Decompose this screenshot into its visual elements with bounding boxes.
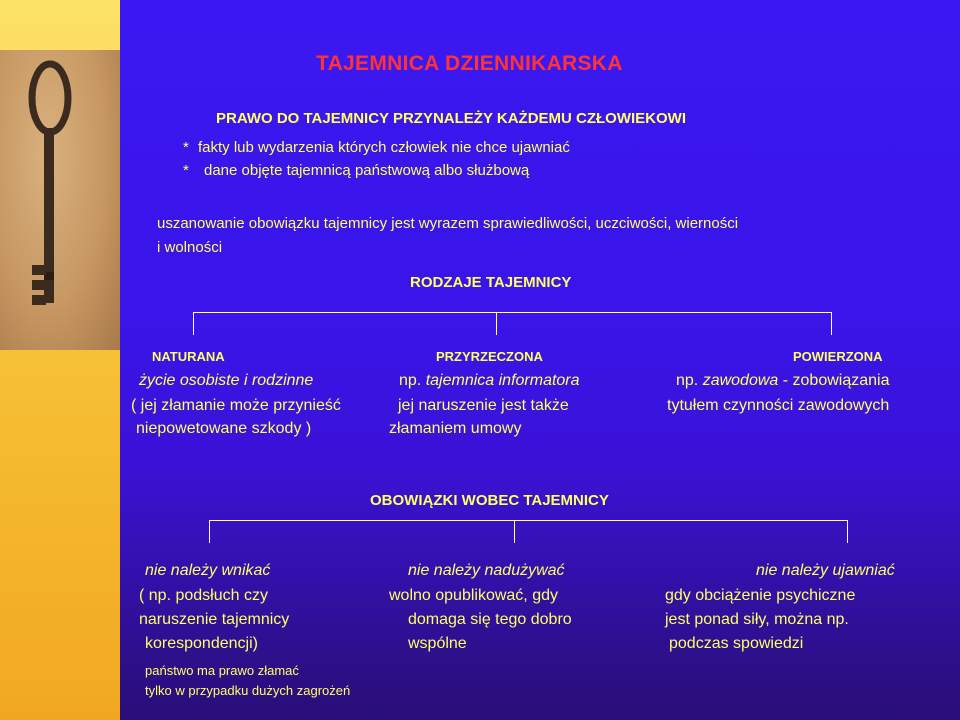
duty-desc: gdy obciążenie psychiczne <box>665 587 856 604</box>
types-heading: RODZAJE TAJEMNICY <box>410 274 572 291</box>
duty-desc: korespondencji) <box>145 635 258 652</box>
types-connector-bar <box>193 312 832 313</box>
key-photo <box>0 50 120 350</box>
type-name: POWIERZONA <box>793 349 883 364</box>
duty-desc: ( np. podsłuch czy <box>139 587 268 604</box>
type-desc: tytułem czynności zawodowych <box>667 397 890 414</box>
type-name: PRZYRZECZONA <box>436 349 543 364</box>
page-title: TAJEMNICA DZIENNIKARSKA <box>316 52 623 75</box>
respect-line: i wolności <box>157 239 223 256</box>
bullet-mark: * <box>183 162 189 179</box>
type-desc: złamaniem umowy <box>389 420 522 437</box>
bullet-text: fakty lub wydarzenia których człowiek nie chce ujawniać <box>198 139 570 156</box>
type-desc: jej naruszenie jest także <box>398 397 569 414</box>
duties-connector-right <box>847 520 848 543</box>
type-name: NATURANA <box>152 349 225 364</box>
duties-connector-center <box>514 520 515 543</box>
types-connector-center <box>496 312 497 335</box>
duty-name: nie należy ujawniać <box>756 562 895 579</box>
bullet-text: dane objęte tajemnicą państwową albo służbową <box>204 162 530 179</box>
duty-desc: jest ponad siły, można np. <box>665 611 849 628</box>
duty-note: tylko w przypadku dużych zagrożeń <box>145 683 351 698</box>
duty-desc: domaga się tego dobro <box>408 611 572 628</box>
duty-desc: podczas spowiedzi <box>669 635 804 652</box>
type-example: np. tajemnica informatora <box>399 372 580 389</box>
duties-connector-bar <box>209 520 848 521</box>
duties-connector-left <box>209 520 210 543</box>
respect-line: uszanowanie obowiązku tajemnicy jest wyrazem sprawiedliwości, uczciwości, wierności <box>157 215 739 232</box>
bullet-mark: * <box>183 139 189 156</box>
types-connector-right <box>831 312 832 335</box>
key-icon <box>0 50 120 350</box>
type-example: np. zawodowa - zobowiązania <box>676 372 890 389</box>
duty-desc: naruszenie tajemnicy <box>139 611 290 628</box>
duties-heading: OBOWIĄZKI WOBEC TAJEMNICY <box>370 492 609 509</box>
duty-name: nie należy nadużywać <box>408 562 565 579</box>
subtitle: PRAWO DO TAJEMNICY PRZYNALEŻY KAŻDEMU CZŁOWIEKOWI <box>216 110 687 127</box>
types-connector-left <box>193 312 194 335</box>
type-desc: ( jej złamanie może przynieść <box>131 397 341 414</box>
duty-desc: wolno opublikować, gdy <box>389 587 558 604</box>
duty-note: państwo ma prawo złamać <box>145 663 299 678</box>
duty-name: nie należy wnikać <box>145 562 271 579</box>
type-example: życie osobiste i rodzinne <box>139 372 314 389</box>
type-desc: niepowetowane szkody ) <box>136 420 312 437</box>
duty-desc: wspólne <box>408 635 467 652</box>
